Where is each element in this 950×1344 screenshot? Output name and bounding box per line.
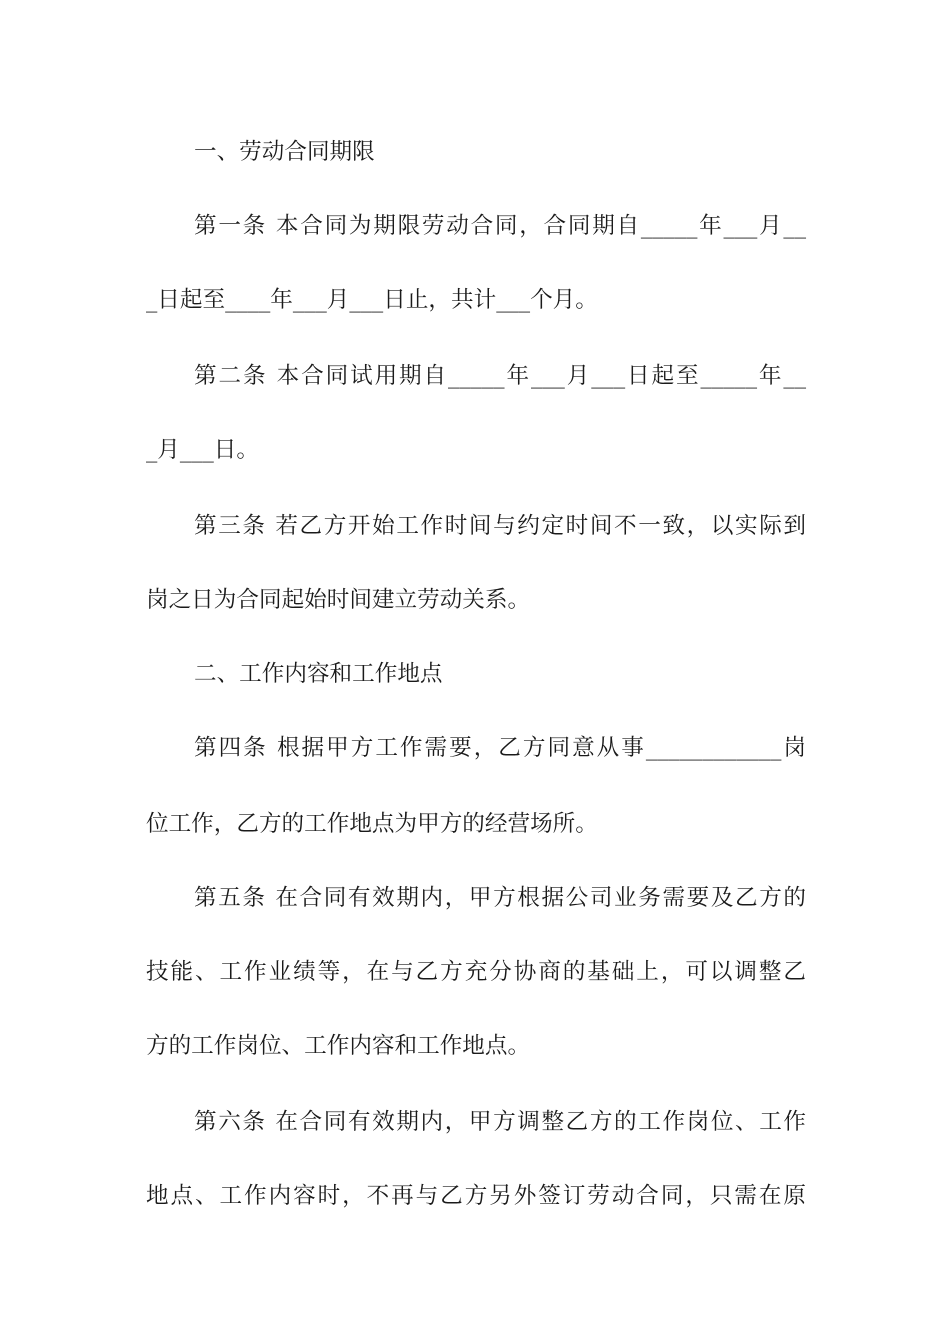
article-4-first-line: 第四条 根据甲方工作需要，乙方同意从事____________岗 xyxy=(194,735,806,761)
section-heading-work: 二、工作内容和工作地点 xyxy=(194,661,443,687)
article-6-first-line: 第六条 在合同有效期内，甲方调整乙方的工作岗位、工作 xyxy=(194,1109,806,1135)
article-1-second-line: _日起至____年___月___日止，共计___个月。 xyxy=(146,287,598,313)
article-2-second-line: _月___日。 xyxy=(146,437,259,463)
article-1-first-line: 第一条 本合同为期限劳动合同，合同期自_____年___月__ xyxy=(194,213,806,239)
article-5-third-line: 方的工作岗位、工作内容和工作地点。 xyxy=(146,1033,531,1059)
section-heading-term: 一、劳动合同期限 xyxy=(194,139,375,165)
article-5-second-line: 技能、工作业绩等，在与乙方充分协商的基础上，可以调整乙 xyxy=(146,959,806,985)
article-5-first-line: 第五条 在合同有效期内，甲方根据公司业务需要及乙方的 xyxy=(194,885,806,911)
article-2-first-line: 第二条 本合同试用期自_____年___月___日起至_____年__ xyxy=(194,363,806,389)
article-3-first-line: 第三条 若乙方开始工作时间与约定时间不一致，以实际到 xyxy=(194,513,806,539)
article-4-second-line: 位工作，乙方的工作地点为甲方的经营场所。 xyxy=(146,811,598,837)
article-6-second-line: 地点、工作内容时，不再与乙方另外签订劳动合同，只需在原 xyxy=(146,1183,806,1209)
article-3-second-line: 岗之日为合同起始时间建立劳动关系。 xyxy=(146,587,531,613)
